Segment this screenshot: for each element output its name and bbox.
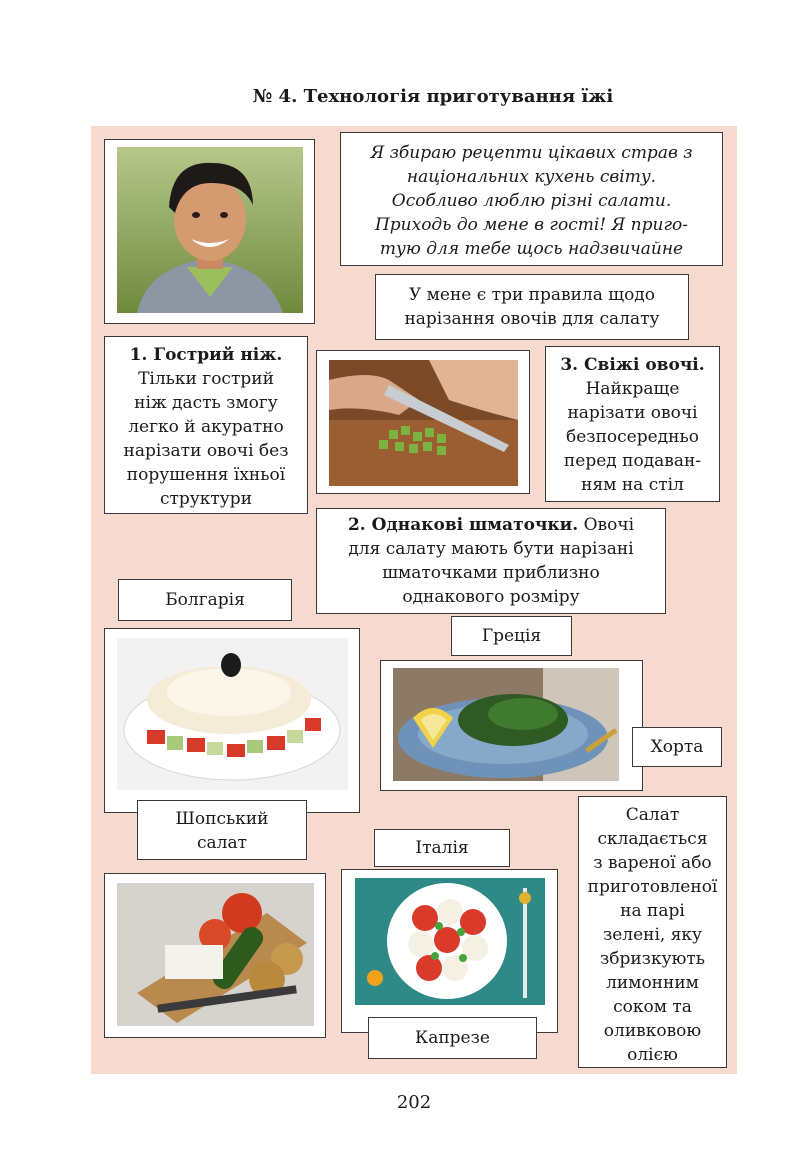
rule2-first-line: 2. Однакові шматочки. Овочі (347, 515, 635, 535)
description-line: на парі (620, 901, 685, 921)
rule2-box (316, 508, 666, 614)
rule3-heading: 3. Свіжі овочі. (560, 355, 705, 375)
cutting-photo (329, 360, 518, 486)
ingredients-photo-frame (104, 873, 326, 1038)
rule1-box (104, 336, 308, 514)
rule1-line: Тільки гострий (138, 369, 274, 389)
rule2-line: шматочками приблизно (382, 563, 600, 583)
rule1-line: легко й акуратно (128, 417, 284, 437)
horta-photo-frame (380, 660, 643, 791)
rule3-line: ням на стіл (581, 475, 684, 495)
shopska-photo-frame (104, 628, 360, 813)
caprese-label: Капрезе (368, 1017, 537, 1059)
rule2-line: для салату мають бути нарізані (348, 539, 634, 559)
shopska-line: Шопський (175, 809, 269, 829)
intro-line: Приходь до мене в гості! Я приго- (374, 215, 689, 235)
rules-intro-box (375, 274, 689, 340)
intro-text-box (340, 132, 723, 266)
boy-photo (117, 147, 303, 313)
horta-description-box (578, 796, 727, 1068)
horta-photo (393, 668, 619, 781)
rule2-line: однакового розміру (402, 587, 580, 607)
description-line: приготовленої (587, 877, 718, 897)
description-line: з вареної або (593, 853, 712, 873)
boy-photo-frame (104, 139, 315, 324)
ingredients-photo (117, 883, 314, 1026)
caprese-photo-frame (341, 869, 558, 1033)
description-line: Салат (625, 805, 680, 825)
rule1-line: порушення їхньої (126, 465, 286, 485)
description-line: оливковою (603, 1021, 702, 1041)
greece-label: Греція (451, 616, 572, 656)
description-line: складається (597, 829, 708, 849)
shopska-photo (117, 638, 348, 790)
rule1-line: ніж дасть змогу (134, 393, 278, 413)
rule3-line: нарізати овочі (567, 403, 698, 423)
shopska-label (137, 800, 307, 860)
shopska-line: салат (197, 833, 247, 853)
description-line: соком та (613, 997, 692, 1017)
rule3-line: Найкраще (585, 379, 680, 399)
description-line: зелені, яку (602, 925, 703, 945)
horta-label: Хорта (632, 727, 722, 767)
bulgaria-label: Болгарія (118, 579, 292, 621)
rule1-heading: 1. Гострий ніж. (129, 345, 283, 365)
page-number: 202 (396, 1092, 432, 1113)
page-title: № 4. Технологія приготування їжі (252, 86, 614, 107)
rule3-line: перед подаван- (563, 451, 702, 471)
rule3-box (545, 346, 720, 502)
rule1-line: нарізати овочі без (123, 441, 289, 461)
italy-label: Італія (374, 829, 510, 867)
description-line: лимонним (606, 973, 699, 993)
caprese-photo (355, 878, 545, 1005)
description-line: олією (627, 1045, 678, 1065)
intro-line: Я збираю рецепти цікавих страв з (370, 143, 693, 163)
rules-intro-line: нарізання овочів для салату (404, 309, 660, 329)
intro-line: Особливо люблю різні салати. (391, 191, 672, 211)
rule3-line: безпосередньо (566, 427, 699, 447)
rules-intro-line: У мене є три правила щодо (408, 285, 656, 305)
intro-line: національних кухень світу. (406, 167, 657, 187)
intro-line: тую для тебе щось надзвичайне (379, 239, 684, 259)
cutting-photo-frame (316, 350, 530, 494)
rule1-line: структури (159, 489, 253, 509)
description-line: збризкують (599, 949, 706, 969)
